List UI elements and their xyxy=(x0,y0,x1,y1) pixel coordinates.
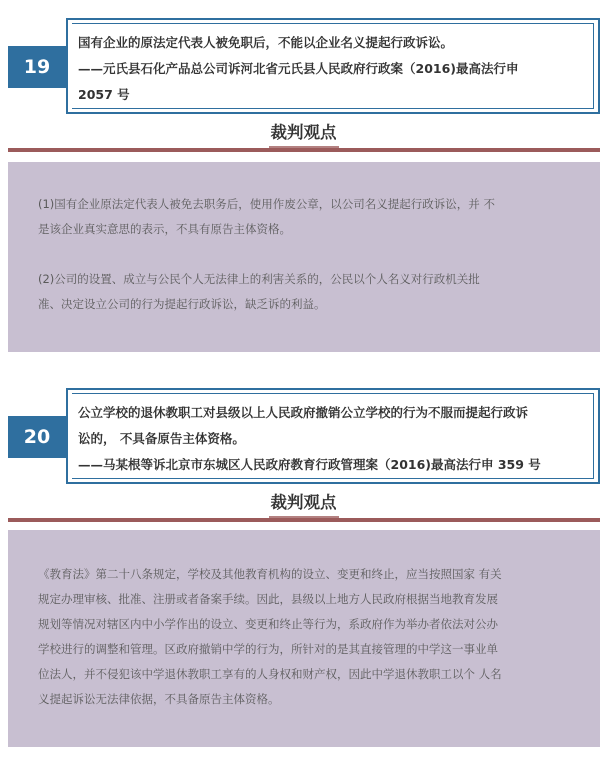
ruling-20-line1: 《教育法》第二十八条规定，学校及其他教育机构的设立、变更和终止，应当按照国家 有关 xyxy=(38,567,502,581)
ruling-20-line5: 位法人，并不侵犯该中学退休教职工享有的人身权和财产权，因此中学退休教职工以个 人名 xyxy=(38,667,502,681)
case-20-number-badge: 20 xyxy=(8,416,66,458)
case-19-citation: ——元氏县石化产品总公司诉河北省元氏县人民政府行政案（2016)最高法行申 xyxy=(78,61,519,76)
ruling-19-para2-line2: 准、决定设立公司的行为提起行政诉讼，缺乏诉的利益。 xyxy=(38,297,326,311)
ruling-20-line2: 规定办理审核、批准、注册或者备案手续。因此，县级以上地方人民政府根据当地教育发展 xyxy=(38,592,498,606)
ruling-20-line4: 学校进行的调整和管理。区政府撤销中学的行为，所针对的是其直接管理的中学这一事业单 xyxy=(38,642,498,656)
ruling-heading-19-label: 裁判观点 xyxy=(269,122,339,149)
ruling-heading-20 xyxy=(0,492,607,519)
case-20-title: 公立学校的退休教职工对县级以上人民政府撤销公立学校的行为不服而提起行政诉 xyxy=(78,405,529,420)
ruling-20-line3: 规划等情况对辖区内中小学作出的设立、变更和终止等行为，系政府作为举办者依法对公办 xyxy=(38,617,498,631)
ruling-19-para2-line1: (2)公司的设置、成立与公民个人无法律上的利害关系的，公民以个人名义对行政机关批 xyxy=(38,272,480,286)
case-19-number-badge: 19 xyxy=(8,46,66,88)
ruling-heading-19 xyxy=(0,122,607,149)
ruling-19-para1-line2: 是该企业真实意思的表示，不具有原告主体资格。 xyxy=(38,222,291,236)
case-20-box xyxy=(66,388,600,484)
case-19-citation-cont: 2057 号 xyxy=(78,87,130,102)
case-19-text xyxy=(68,20,598,108)
ruling-panel-20 xyxy=(8,530,600,747)
ruling-heading-20-label: 裁判观点 xyxy=(269,492,339,519)
case-19-title: 国有企业的原法定代表人被免职后，不能以企业名义提起行政诉讼。 xyxy=(78,35,454,50)
ruling-20-line6: 义提起诉讼无法律依据，不具备原告主体资格。 xyxy=(38,692,280,706)
divider-20 xyxy=(8,518,600,522)
case-20-text xyxy=(68,390,598,478)
case-19 xyxy=(8,18,600,114)
case-19-box xyxy=(66,18,600,114)
divider-19 xyxy=(8,148,600,152)
case-20-title-cont: 讼的， 不具备原告主体资格。 xyxy=(78,431,245,446)
ruling-panel-19 xyxy=(8,162,600,352)
case-20-citation: ——马某根等诉北京市东城区人民政府教育行政管理案（2016)最高法行申 359 号 xyxy=(78,457,541,472)
ruling-19-para1-line1: (1)国有企业原法定代表人被免去职务后，使用作废公章，以公司名义提起行政诉讼，并 不 xyxy=(38,197,495,211)
case-20 xyxy=(8,388,600,484)
